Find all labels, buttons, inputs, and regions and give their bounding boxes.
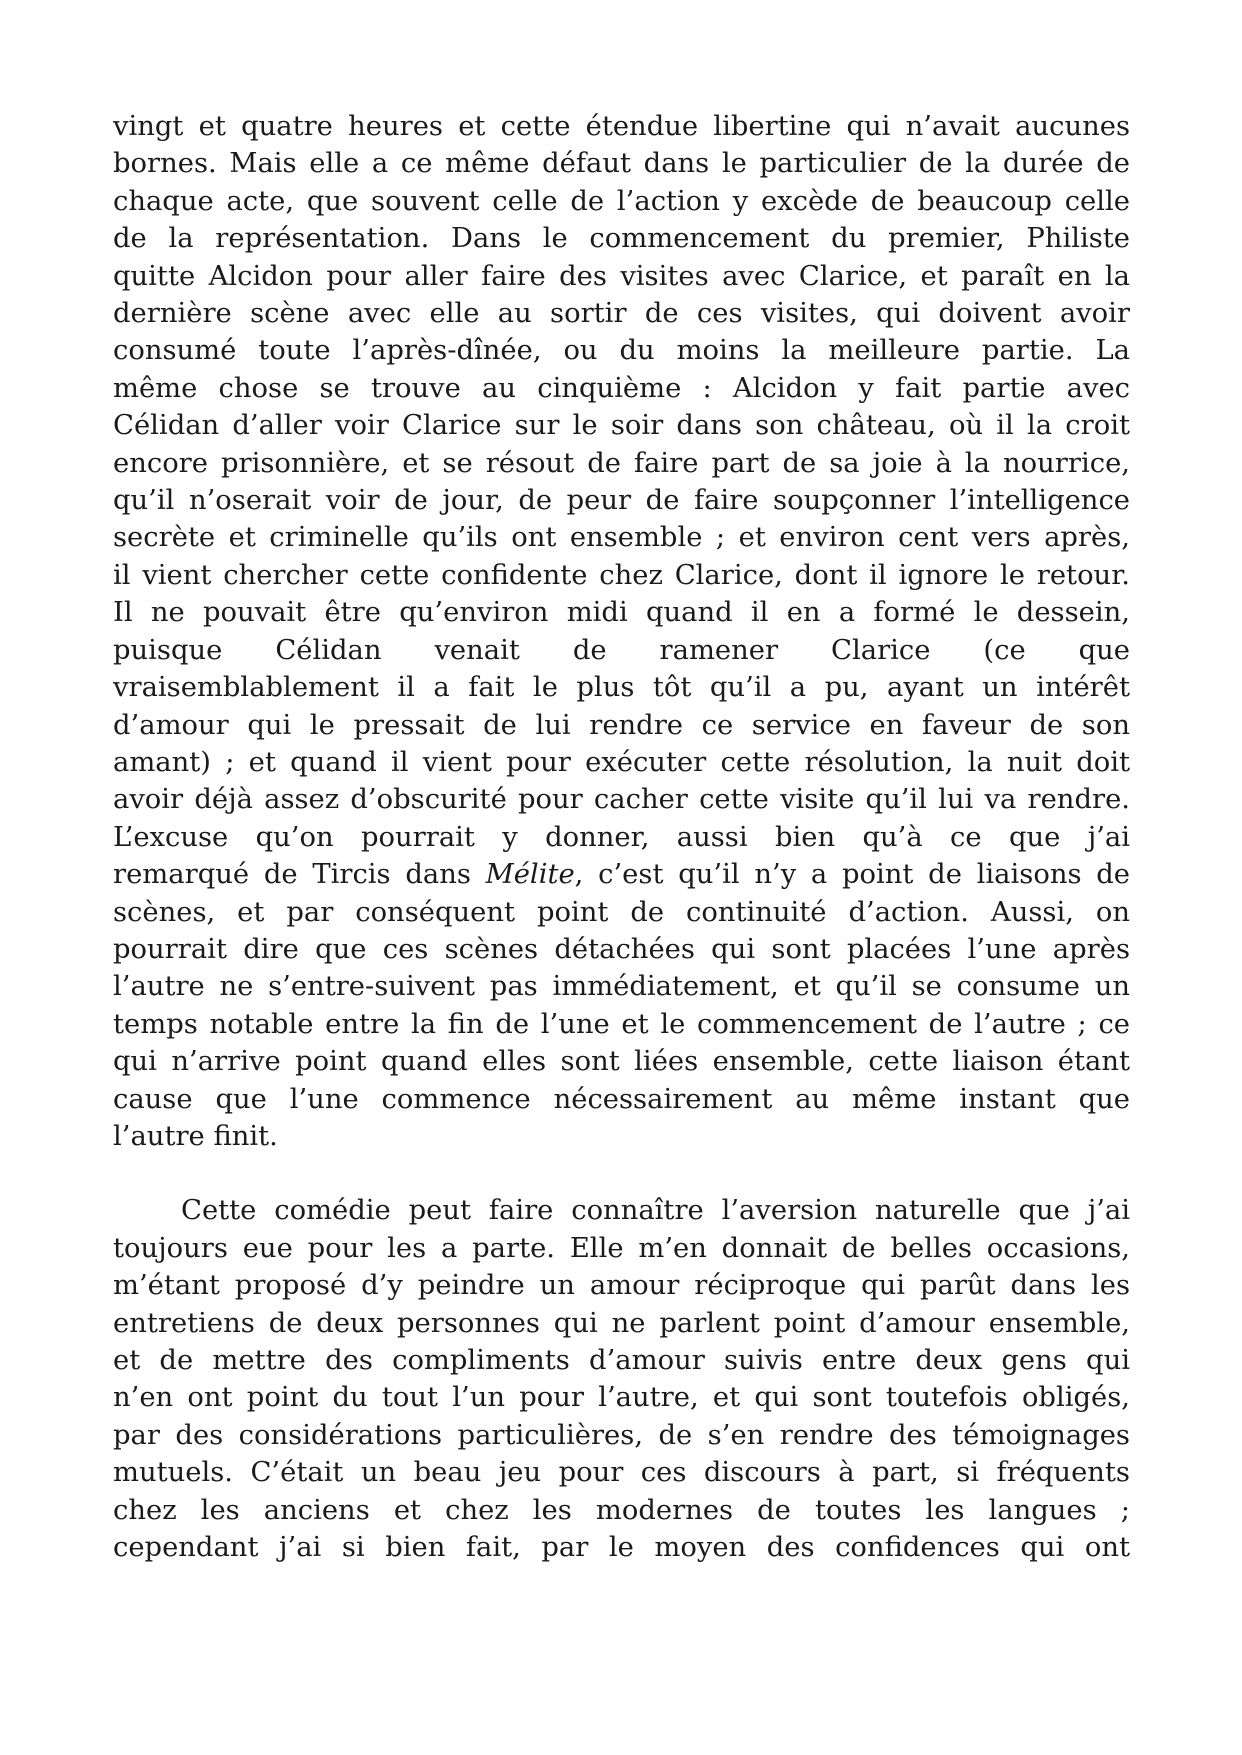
text-line: Célidan d’aller voir Clarice sur le soir dans son château, où il la croit: [113, 410, 1130, 442]
text-line: même chose se trouve au cinquième : Alcidon y fait partie avec: [113, 372, 1130, 404]
text-line: quitte Alcidon pour aller faire des visites avec Clarice, et paraît en la: [113, 260, 1130, 292]
text-line: qu’il n’oserait voir de jour, de peur de faire soupçonner l’intelligence: [113, 485, 1130, 517]
text-line-with-title: [113, 856, 1130, 893]
text-line: d’amour qui le pressait de lui rendre ce service en faveur de son: [113, 709, 1130, 741]
text-line: L’excuse qu’on pourrait y donner, aussi bien qu’à ce que j’ai: [113, 821, 1130, 853]
text-line: cause que l’une commence nécessairement au même instant que: [113, 1083, 1130, 1115]
text-fragment: remarqué de Tircis dans: [113, 859, 486, 891]
text-fragment: , c’est qu’il n’y a point de liaisons de: [574, 859, 1131, 891]
text-line: toujours eue pour les a parte. Elle m’en donnait de belles occasions,: [113, 1232, 1130, 1264]
text-line: cependant j’ai si bien fait, par le moyen des confidences qui ont: [113, 1532, 1130, 1564]
text-line: il vient chercher cette confidente chez Clarice, dont il ignore le retour.: [113, 559, 1130, 591]
paragraph-2: [113, 1192, 1130, 1566]
text-line: dernière scène avec elle au sortir de ces visites, qui doivent avoir: [113, 298, 1130, 330]
work-title: Mélite: [485, 859, 575, 891]
text-line: puisque Célidan venait de ramener Clarice (ce que: [113, 634, 1130, 666]
text-line: par des considérations particulières, de s’en rendre des témoignages: [113, 1419, 1130, 1451]
text-line: chaque acte, que souvent celle de l’action y excède de beaucoup celle: [113, 185, 1130, 217]
text-line: scènes, et par conséquent point de continuité d’action. Aussi, on: [113, 896, 1130, 928]
text-line: Cette comédie peut faire connaître l’aversion naturelle que j’ai: [181, 1195, 1130, 1227]
text-line: encore prisonnière, et se résout de faire part de sa joie à la nourrice,: [113, 447, 1130, 479]
text-line: amant) ; et quand il vient pour exécuter cette résolution, la nuit doit: [113, 746, 1130, 778]
text-line: Il ne pouvait être qu’environ midi quand il en a formé le dessein,: [113, 597, 1130, 629]
text-line: chez les anciens et chez les modernes de toutes les langues ;: [113, 1494, 1130, 1526]
text-line: l’autre finit.: [113, 1120, 278, 1152]
text-line: secrète et criminelle qu’ils ont ensemble ; et environ cent vers après,: [113, 522, 1130, 554]
text-line: de la représentation. Dans le commencement du premier, Philiste: [113, 223, 1130, 255]
text-line: n’en ont point du tout l’un pour l’autre, et qui sont toutefois obligés,: [113, 1382, 1130, 1414]
text-line: pourrait dire que ces scènes détachées qui sont placées l’une après: [113, 933, 1130, 965]
text-line: et de mettre des compliments d’amour suivis entre deux gens qui: [113, 1345, 1130, 1376]
text-line: entretiens de deux personnes qui ne parlent point d’amour ensemble,: [113, 1307, 1130, 1339]
text-line: consumé toute l’après-dînée, ou du moins la meilleure partie. La: [113, 335, 1130, 367]
text-line: m’étant proposé d’y peindre un amour réciproque qui parût dans les: [113, 1270, 1130, 1302]
document-page: [113, 108, 1130, 1566]
paragraph-1: [113, 108, 1130, 1155]
text-line: vingt et quatre heures et cette étendue libertine qui n’avait aucunes: [113, 111, 1130, 142]
text-line: avoir déjà assez d’obscurité pour cacher cette visite qu’il lui va rendre.: [113, 784, 1130, 816]
text-line: temps notable entre la fin de l’une et le commencement de l’autre ; ce: [113, 1008, 1130, 1040]
text-line: l’autre ne s’entre-suivent pas immédiatement, et qu’il se consume un: [113, 971, 1130, 1003]
text-line: qui n’arrive point quand elles sont liées ensemble, cette liaison étant: [113, 1046, 1130, 1078]
text-line: mutuels. C’était un beau jeu pour ces discours à part, si fréquents: [113, 1457, 1130, 1489]
text-line: vraisemblablement il a fait le plus tôt qu’il a pu, ayant un intérêt: [113, 672, 1130, 704]
paragraph-gap: [113, 1155, 1130, 1192]
text-line: bornes. Mais elle a ce même défaut dans le particulier de la durée de: [113, 148, 1130, 180]
